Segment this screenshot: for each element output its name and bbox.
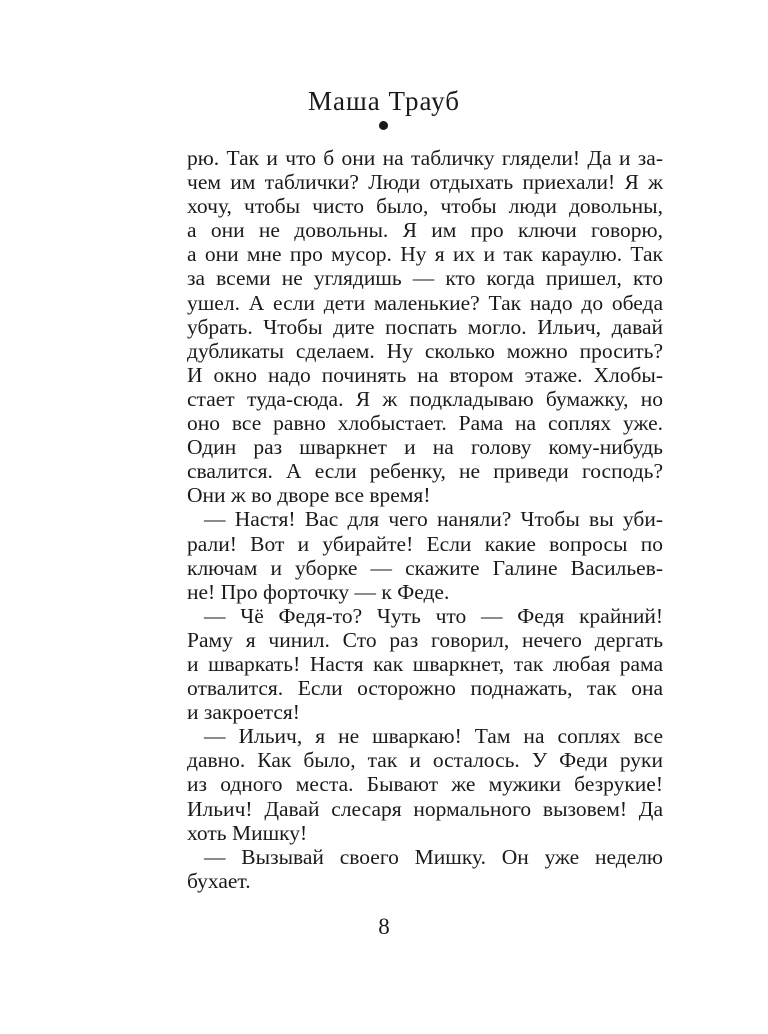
- text-line: Ильич! Давай слесаря нормального вызовем! Да: [187, 796, 663, 821]
- text-line: из одного места. Бывают же мужики безрукие!: [187, 772, 663, 797]
- text-line: — Чё Федя-то? Чуть что — Федя крайний!: [204, 603, 663, 628]
- text-line: а они мне про мусор. Ну я их и так караулю. Так: [187, 242, 663, 267]
- text-line: ушел. А если дети маленькие? Так надо до обеда: [187, 290, 663, 315]
- text-line: И окно надо починять на втором этаже. Хлобы-: [187, 362, 663, 387]
- text-line: свалится. А если ребенку, не приведи господь?: [187, 459, 663, 484]
- text-line: хоть Мишку!: [187, 820, 308, 845]
- text-line: убрать. Чтобы дите поспать могло. Ильич, давай: [187, 314, 663, 339]
- bullet-ornament: [379, 121, 388, 130]
- text-line: — Ильич, я не шваркаю! Там на соплях все: [204, 724, 663, 749]
- text-line: бухает.: [187, 868, 251, 893]
- page-number: 8: [378, 914, 390, 939]
- running-head-author: Маша Трауб: [308, 86, 460, 116]
- text-line: и закроется!: [187, 700, 300, 725]
- text-line: а они не довольны. Я им про ключи говорю,: [187, 218, 663, 243]
- text-line: рали! Вот и убирайте! Если какие вопросы по: [187, 531, 663, 556]
- text-line: чем им таблички? Люди отдыхать приехали! Я ж: [187, 170, 663, 195]
- text-line: — Настя! Вас для чего наняли? Чтобы вы уби-: [204, 507, 663, 532]
- text-line: стает туда-сюда. Я ж подкладываю бумажку, но: [187, 386, 663, 411]
- text-line: — Вызывай своего Мишку. Он уже неделю: [204, 844, 663, 869]
- text-line: Они ж во дворе все время!: [187, 483, 431, 508]
- text-line: не! Про форточку — к Феде.: [187, 579, 450, 604]
- text-line: оно все равно хлобыстает. Рама на соплях уже.: [187, 411, 663, 436]
- text-line: дубликаты сделаем. Ну сколько можно просить?: [187, 338, 663, 363]
- text-line: рю. Так и что б они на табличку глядели! Да и за-: [187, 146, 663, 170]
- text-line: Раму я чинил. Сто раз говорил, нечего дергать: [187, 627, 663, 652]
- text-line: Один раз шваркнет и на голову кому-нибудь: [187, 435, 663, 460]
- text-line: давно. Как было, так и осталось. У Феди руки: [187, 748, 663, 773]
- text-line: хочу, чтобы чисто было, чтобы люди довольны,: [187, 194, 663, 219]
- body-text: [187, 146, 663, 893]
- text-line: отвалится. Если осторожно поднажать, так она: [187, 676, 663, 701]
- text-line: ключам и уборке — скажите Галине Васильев-: [187, 555, 663, 580]
- text-line: и шваркать! Настя как шваркнет, так любая рама: [187, 651, 663, 676]
- text-line: за всеми не углядишь — кто когда пришел, кто: [187, 266, 663, 291]
